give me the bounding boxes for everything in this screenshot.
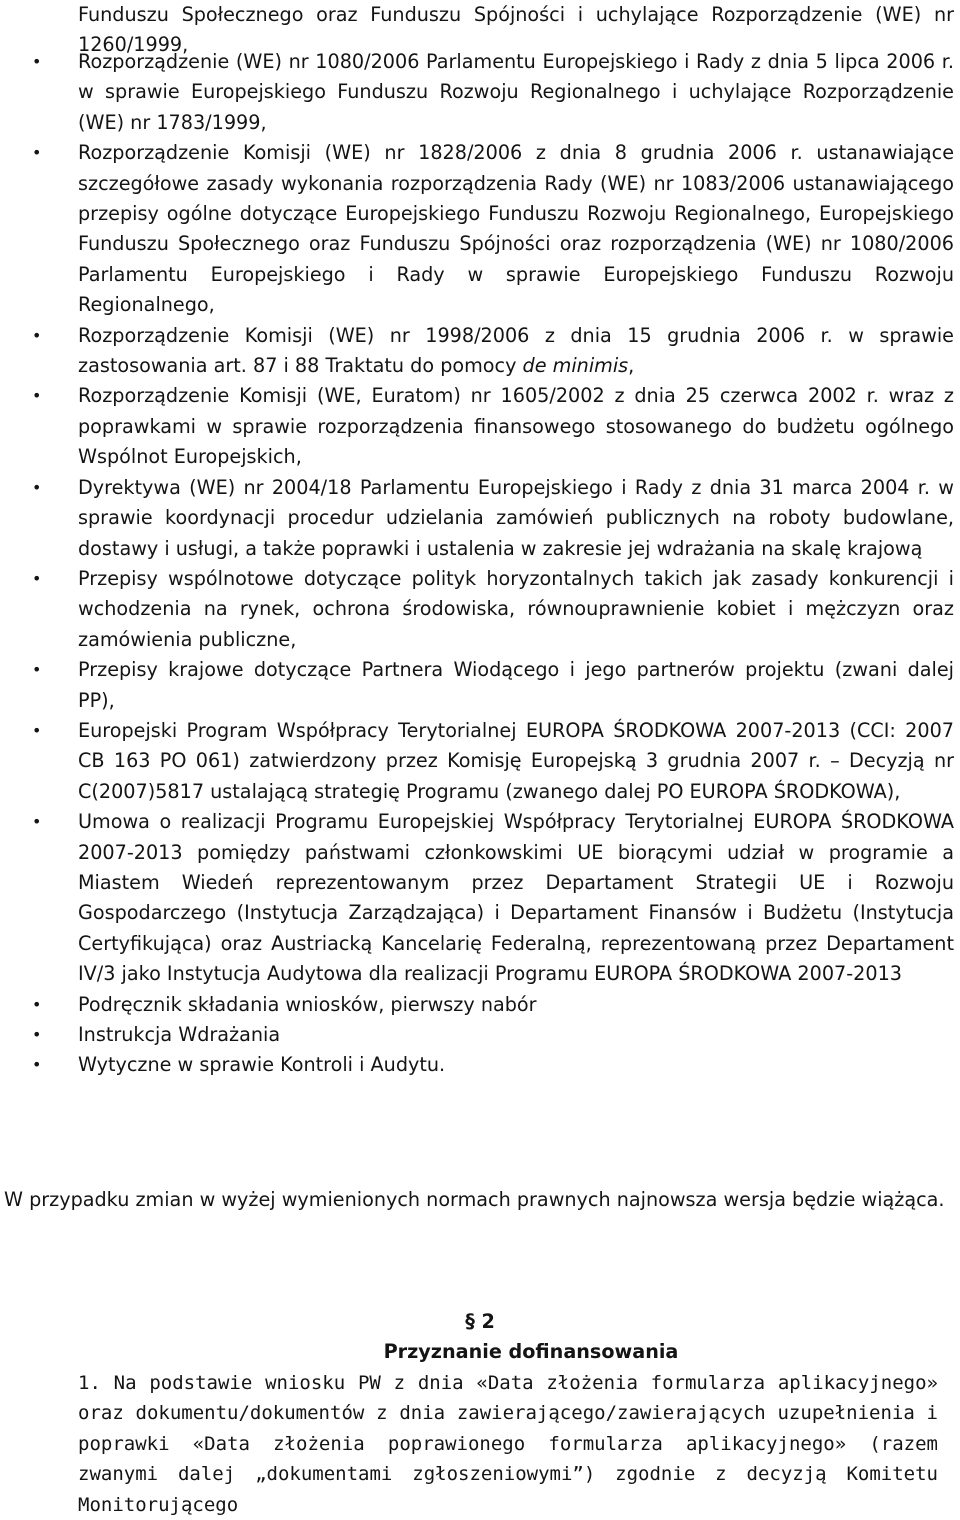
- list-item-text: Przepisy krajowe dotyczące Partnera Wiodącego i jego partnerów projektu (zwani dalej PP),: [78, 658, 954, 712]
- list-item: [0, 564, 960, 655]
- bullet-icon: •: [32, 143, 42, 163]
- legal-basis-list: [0, 47, 960, 1081]
- bullet-icon: •: [32, 1055, 42, 1075]
- list-item: [0, 655, 960, 716]
- bullet-icon: •: [32, 720, 42, 740]
- bullet-icon: •: [32, 568, 42, 588]
- bullet-icon: •: [32, 1025, 42, 1044]
- section-heading: Przyznanie dofinansowania: [383, 1340, 679, 1363]
- list-item-text: Przepisy wspólnotowe dotyczące polityk horyzontalnych takich jak zasady konkurencji i wchodzenia na rynek, ochrona środowiska, równouprawnienie kobiet i mężczyzn oraz zamówienia publiczne,: [78, 566, 954, 651]
- bullet-icon: •: [32, 477, 42, 497]
- list-item-text: Rozporządzenie (WE) nr 1080/2006 Parlamentu Europejskiego i Rady z dnia 5 lipca 2006 r. w sprawie Europejskiego Funduszu Rozwoju Regionalnego i uchylające Rozporządzenie (WE) nr 1783/1999,: [78, 50, 954, 134]
- list-item: [0, 321, 960, 382]
- list-item-text: Rozporządzenie Komisji (WE) nr 1828/2006 z dnia 8 grudnia 2006 r. ustanawiające szczegółowe zasady wykonania rozporządzenia Rady (WE) nr 1083/2006 ustanawiającego przepisy ogólne dotyczące Europejskiego Funduszu Rozwoju Regionalnego, Europejskiego Funduszu Społecznego oraz Funduszu Spójności oraz rozporządzenia (WE) nr 1080/2006 Parlamentu Europejskiego i Rady w sprawie Europejskiego Funduszu Rozwoju Regionalnego,: [78, 141, 954, 317]
- amendment-note: W przypadku zmian w wyżej wymienionych normach prawnych najnowsza wersja będzie wiążąca.: [4, 1188, 945, 1211]
- list-item-text: Rozporządzenie Komisji (WE, Euratom) nr 1605/2002 z dnia 25 czerwca 2002 r. wraz z poprawkami w sprawie rozporządzenia finansowego stosowanego do budżetu ogólnego Wspólnot Europejskich,: [78, 384, 954, 469]
- list-item-text: Europejski Program Współpracy Terytorialnej EUROPA ŚRODKOWA 2007-2013 (CCI: 2007 CB 163 PO 061) zatwierdzony przez Komisję Europejską 3 grudnia 2007 r. – Decyzją nr C(2007)5817 ustalającą strategię Programu (zwanego dalej PO EUROPA ŚRODKOWA),: [78, 718, 954, 803]
- bullet-icon: •: [32, 325, 42, 345]
- list-item-italic-text: de minimis: [522, 354, 629, 378]
- list-item: [0, 47, 960, 138]
- list-item: [0, 716, 960, 807]
- list-item: [0, 990, 960, 1020]
- list-item-text: Rozporządzenie Komisji (WE) nr 1998/2006 z dnia 15 grudnia 2006 r. w sprawie zastosowania art. 87 i 88 Traktatu do pomocy: [78, 323, 954, 378]
- list-item: [0, 807, 960, 989]
- list-item: [0, 473, 960, 564]
- list-item-text: Dyrektywa (WE) nr 2004/18 Parlamentu Europejskiego i Rady z dnia 31 marca 2004 r. w sprawie koordynacji procedur udzielania zamówień publicznych na roboty budowlane, dostawy i usługi, a także poprawki i ustalenia w zakresie jej wdrażania na skalę krajową: [78, 475, 954, 560]
- list-item-text: Podręcznik składania wniosków, pierwszy nabór: [78, 992, 537, 1016]
- bullet-icon: •: [32, 812, 42, 832]
- list-item: [0, 138, 960, 320]
- intro-line-1: Funduszu Społecznego oraz Funduszu Spójności i uchylające Rozporządzenie (WE) nr: [78, 3, 954, 26]
- section-paragraph: 1. Na podstawie wniosku PW z dnia «Data złożenia formularza aplikacyjnego» oraz dokumentu/dokumentów z dnia zawierającego/zawierających uzupełnienia i poprawki «Data złożenia poprawionego formularza aplikacyjnego» (razem zwanymi dalej „dokumentami zgłoszeniowymi”) zgodnie z decyzją Komitetu Monitorującego: [78, 1372, 938, 1516]
- list-item-text: Wytyczne w sprawie Kontroli i Audytu.: [78, 1053, 446, 1077]
- list-item: [0, 1020, 960, 1050]
- intro-line-2: 1260/1999,: [78, 33, 189, 56]
- list-item-text-end: ,: [628, 354, 635, 378]
- bullet-icon: •: [32, 994, 42, 1014]
- list-item: [0, 1050, 960, 1080]
- list-item-text: Umowa o realizacji Programu Europejskiej Współpracy Terytorialnej EUROPA ŚRODKOWA 2007-2013 pomiędzy państwami członkowskimi UE biorącymi udział w programie a Miastem Wiedeń reprezentowanym przez Departament Strategii UE i Rozwoju Gospodarczego (Instytucja Zarządzająca) i Departament Finansów i Budżetu (Instytucja Certyfikująca) oraz Austriacką Kancelarię Federalną, reprezentowaną przez Departament IV/3 jako Instytucja Audytowa dla realizacji Programu EUROPA ŚRODKOWA 2007-2013: [78, 810, 954, 986]
- bullet-icon: •: [32, 386, 42, 406]
- list-item-text: Instrukcja Wdrażania: [78, 1023, 281, 1046]
- bullet-icon: •: [32, 660, 42, 680]
- section-symbol: § 2: [465, 1310, 495, 1333]
- list-item: [0, 381, 960, 472]
- bullet-icon: •: [32, 52, 42, 71]
